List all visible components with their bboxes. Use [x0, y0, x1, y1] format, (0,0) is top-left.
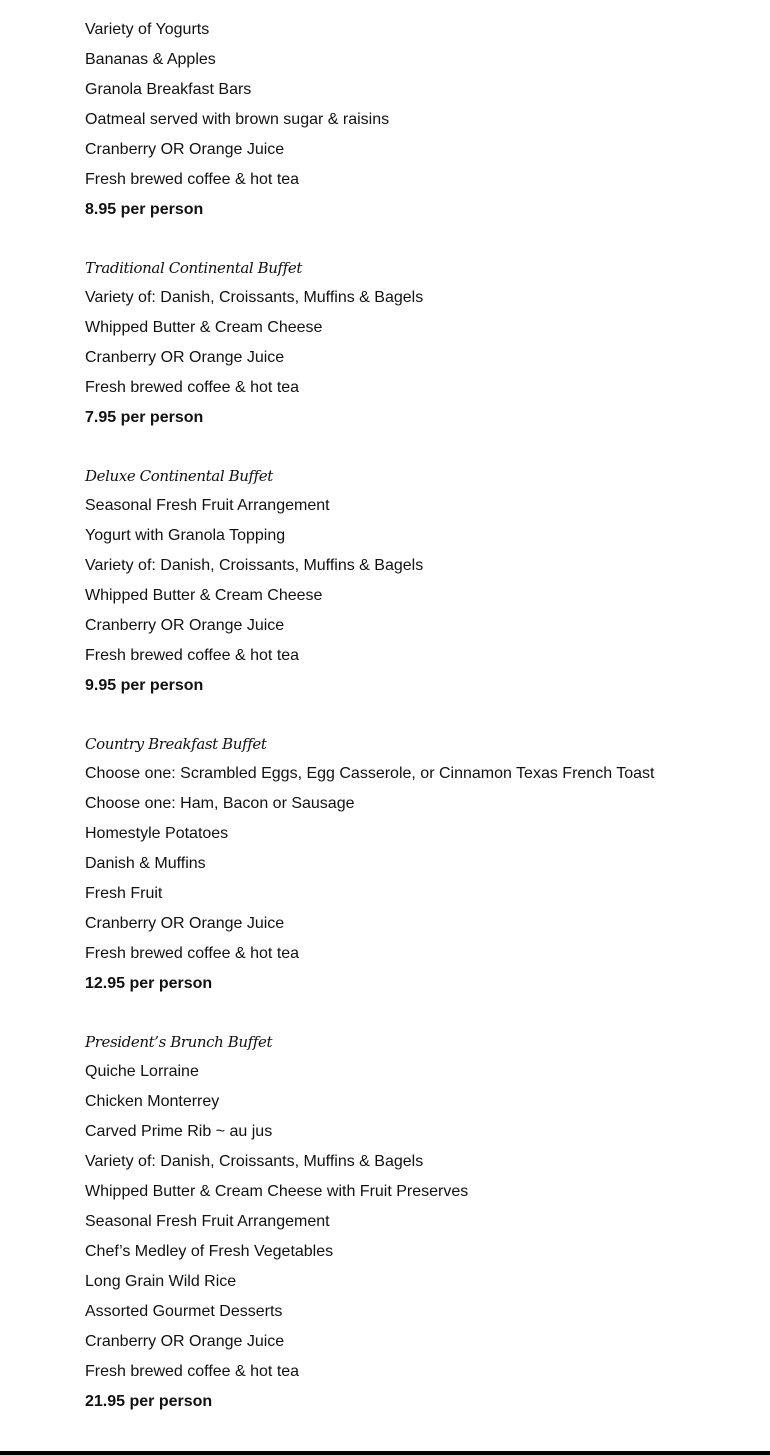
- menu-section: [85, 253, 770, 433]
- menu-item: Choose one: Ham, Bacon or Sausage: [85, 795, 355, 812]
- menu-item: Fresh Fruit: [85, 885, 163, 902]
- menu-item: Fresh brewed coffee & hot tea: [85, 647, 300, 664]
- menu-item: Assorted Gourmet Desserts: [85, 1303, 283, 1320]
- menu-section: [85, 15, 770, 225]
- menu-item: Variety of: Danish, Croissants, Muffins & Bagels: [85, 557, 424, 574]
- menu-section: [85, 1027, 770, 1417]
- menu-item: Variety of: Danish, Croissants, Muffins & Bagels: [85, 289, 424, 306]
- menu-item: Chicken Monterrey: [85, 1093, 220, 1110]
- menu-item: Danish & Muffins: [85, 855, 206, 872]
- footer-divider: [0, 1451, 770, 1455]
- menu-section: [85, 461, 770, 701]
- section-title: President’s Brunch Buffet: [85, 1033, 273, 1051]
- menu-item: Seasonal Fresh Fruit Arrangement: [85, 497, 330, 514]
- menu-item: Oatmeal served with brown sugar & raisins: [85, 111, 390, 128]
- menu-item: Whipped Butter & Cream Cheese: [85, 319, 323, 336]
- menu-item: Cranberry OR Orange Juice: [85, 915, 285, 932]
- menu-item: Choose one: Scrambled Eggs, Egg Casserole, or Cinnamon Texas French Toast: [85, 765, 655, 782]
- menu-item: Quiche Lorraine: [85, 1063, 199, 1080]
- menu-item: Variety of: Danish, Croissants, Muffins & Bagels: [85, 1153, 424, 1170]
- menu-section: [85, 729, 770, 999]
- section-title: Deluxe Continental Buffet: [85, 467, 273, 485]
- menu-item: Whipped Butter & Cream Cheese: [85, 587, 323, 604]
- menu-item: Fresh brewed coffee & hot tea: [85, 1363, 300, 1380]
- menu-item: Bananas & Apples: [85, 51, 216, 68]
- menu-item: Homestyle Potatoes: [85, 825, 229, 842]
- menu-item: Variety of Yogurts: [85, 21, 210, 38]
- menu-item: Fresh brewed coffee & hot tea: [85, 379, 300, 396]
- menu-item: Cranberry OR Orange Juice: [85, 1333, 285, 1350]
- menu-item: Seasonal Fresh Fruit Arrangement: [85, 1213, 330, 1230]
- price: 21.95 per person: [85, 1393, 213, 1410]
- menu-item: Long Grain Wild Rice: [85, 1273, 237, 1290]
- menu-item: Chef’s Medley of Fresh Vegetables: [85, 1243, 334, 1260]
- buffet-menu: [85, 15, 770, 1417]
- price: 7.95 per person: [85, 409, 204, 426]
- menu-item: Fresh brewed coffee & hot tea: [85, 171, 300, 188]
- menu-item: Cranberry OR Orange Juice: [85, 617, 285, 634]
- menu-item: Whipped Butter & Cream Cheese with Fruit Preserves: [85, 1183, 469, 1200]
- menu-item: Granola Breakfast Bars: [85, 81, 252, 98]
- menu-item: Carved Prime Rib ~ au jus: [85, 1123, 273, 1140]
- menu-item: Cranberry OR Orange Juice: [85, 141, 285, 158]
- section-title: Country Breakfast Buffet: [85, 735, 267, 753]
- section-title: Traditional Continental Buffet: [85, 259, 302, 277]
- menu-item: Cranberry OR Orange Juice: [85, 349, 285, 366]
- price: 12.95 per person: [85, 975, 213, 992]
- menu-item: Yogurt with Granola Topping: [85, 527, 286, 544]
- price: 9.95 per person: [85, 677, 204, 694]
- menu-item: Fresh brewed coffee & hot tea: [85, 945, 300, 962]
- price: 8.95 per person: [85, 201, 204, 218]
